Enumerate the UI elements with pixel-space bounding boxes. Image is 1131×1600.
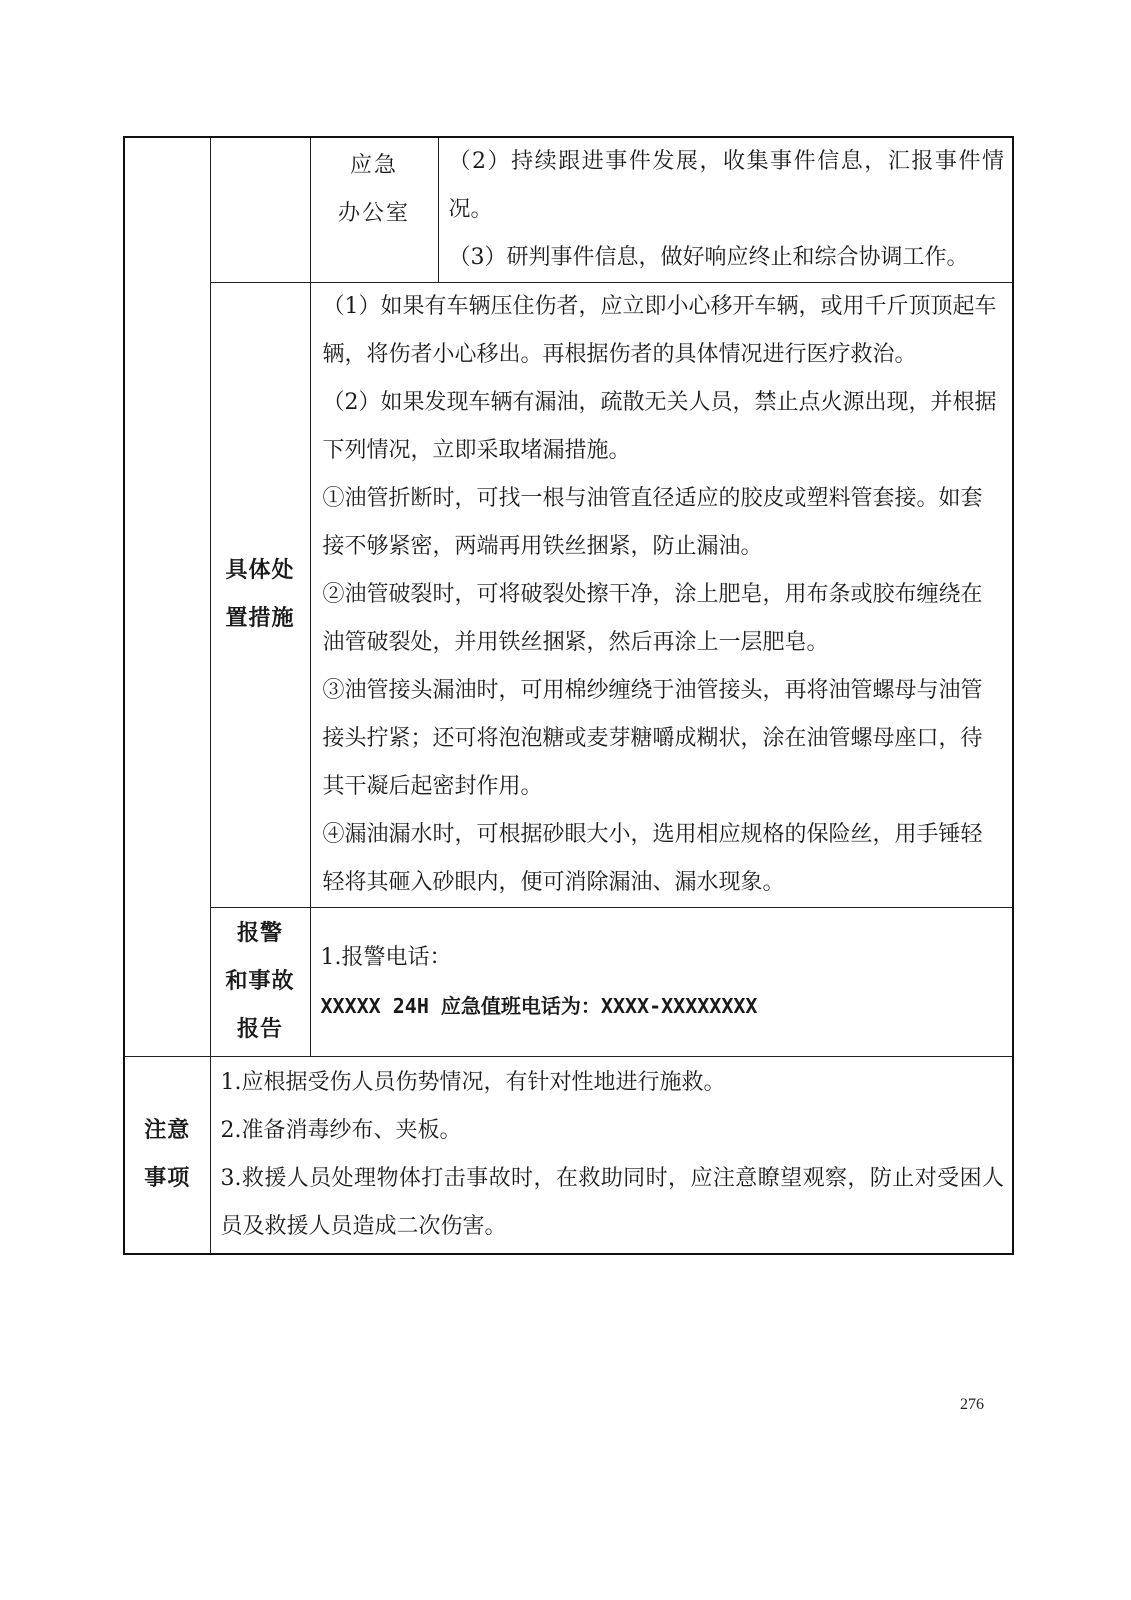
notes-label-line: 事项 <box>144 1166 191 1191</box>
disposal-paragraph: ②油管破裂时，可将破裂处擦干净，涂上肥皂，用布条或胶布缠绕在油管破裂处，并用铁丝捆紧，然后再涂上一层肥皂。 <box>322 582 983 655</box>
note-item: 1.应根据受伤人员伤势情况，有针对性地进行施救。 <box>220 1070 726 1095</box>
responsibility-item: （3）研判事件信息，做好响应终止和综合协调工作。 <box>448 245 969 270</box>
responsibility-cell <box>438 137 1013 283</box>
empty-left-cell <box>124 137 210 1057</box>
note-item: 3.救援人员处理物体打击事故时，在救助同时，应注意瞭望观察，防止对受困人员及救援人员造成二次伤害。 <box>220 1166 1004 1239</box>
department-cell <box>310 137 438 283</box>
disposal-label-cell <box>210 283 310 908</box>
disposal-content-cell <box>310 283 1013 908</box>
table-row-emergency-office <box>124 137 1013 283</box>
disposal-paragraph: （2）如果发现车辆有漏油，疏散无关人员，禁止点火源出现，并根据下列情况，立即采取堵漏措施。 <box>322 390 997 463</box>
disposal-paragraph: （1）如果有车辆压住伤者，应立即小心移开车辆，或用千斤顶顶起车辆，将伤者小心移出。再根据伤者的具体情况进行医疗救治。 <box>322 294 997 367</box>
disposal-paragraph: ①油管折断时，可找一根与油管直径适应的胶皮或塑料管套接。如套接不够紧密，两端再用铁丝捆紧，防止漏油。 <box>322 486 983 559</box>
page-number: 276 <box>960 1396 984 1413</box>
disposal-paragraph: ③油管接头漏油时，可用棉纱缠绕于油管接头，再将油管螺母与油管接头拧紧；还可将泡泡糖或麦芽糖嚼成糊状，涂在油管螺母座口，待其干凝后起密封作用。 <box>322 678 983 799</box>
disposal-label-line: 具体处 <box>225 558 295 583</box>
alarm-phone-heading: 1.报警电话： <box>320 945 452 970</box>
department-line: 办公室 <box>337 201 410 226</box>
notes-content-cell <box>210 1057 1013 1255</box>
empty-category-cell <box>210 137 310 283</box>
alarm-label-line: 和事故 <box>225 969 295 994</box>
disposal-paragraph: ④漏油漏水时，可根据砂眼大小，选用相应规格的保险丝，用手锤轻轻将其砸入砂眼内，便可消除漏油、漏水现象。 <box>322 822 983 895</box>
table-row-disposal-measures <box>124 283 1013 908</box>
emergency-procedure-table <box>123 136 1014 1255</box>
table-row-notes <box>124 1057 1013 1255</box>
alarm-label-line: 报告 <box>236 1017 283 1042</box>
responsibility-item: （2）持续跟进事件发展，收集事件信息，汇报事件情况。 <box>448 149 1004 222</box>
disposal-label-line: 置措施 <box>225 606 295 631</box>
alarm-label-line: 报警 <box>236 921 283 946</box>
notes-label-line: 注意 <box>144 1118 191 1143</box>
table-row-alarm-report <box>124 908 1013 1057</box>
alarm-label-cell <box>210 908 310 1057</box>
notes-label-cell <box>124 1057 210 1255</box>
alarm-phone-number: XXXXX 24H 应急值班电话为：XXXX-XXXXXXXX <box>320 994 758 1018</box>
department-line: 应急 <box>349 153 398 178</box>
alarm-content-cell <box>310 908 1013 1057</box>
note-item: 2.准备消毒纱布、夹板。 <box>220 1118 462 1143</box>
